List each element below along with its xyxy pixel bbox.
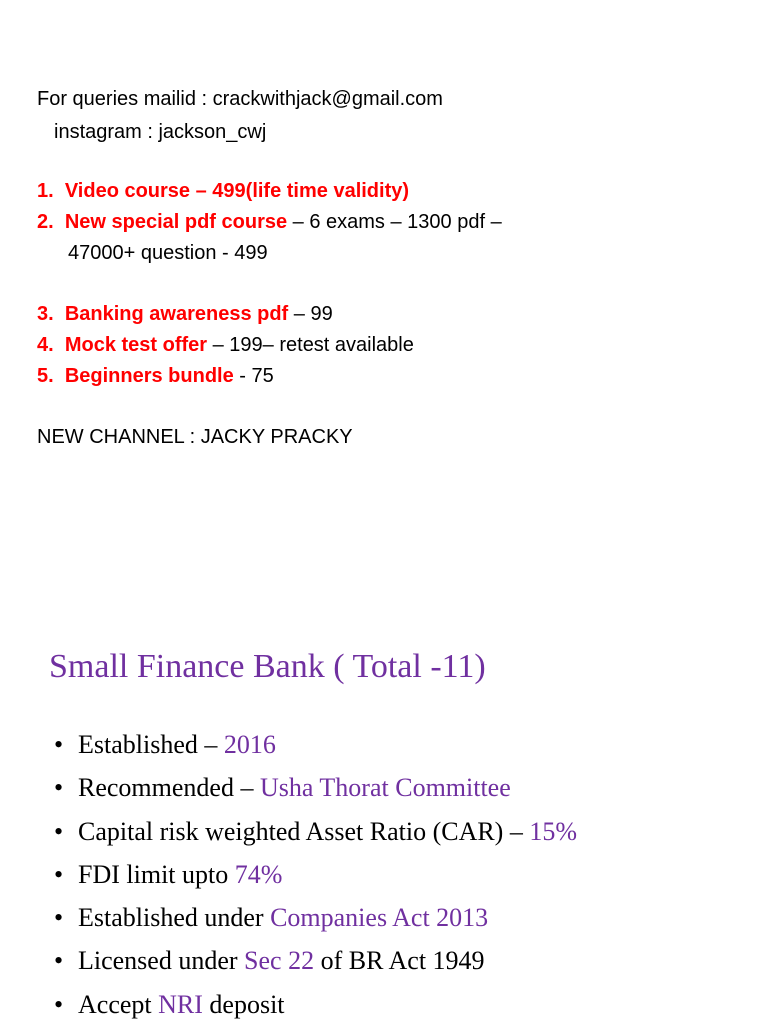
fact-suffix: of BR Act 1949 bbox=[314, 946, 485, 976]
fact-highlight: Sec 22 bbox=[244, 946, 315, 976]
fact-highlight: NRI bbox=[158, 989, 203, 1019]
offer-item-5 bbox=[37, 366, 274, 386]
fact-item bbox=[48, 817, 577, 860]
fact-text: FDI limit upto bbox=[78, 859, 235, 889]
fact-item bbox=[48, 990, 577, 1024]
offer-item-4 bbox=[37, 335, 414, 355]
offer-details: – 199– retest available bbox=[207, 334, 414, 356]
contact-mail-line: For queries mailid : crackwithjack@gmail.com bbox=[37, 88, 443, 110]
offer-number: 5. bbox=[37, 365, 54, 387]
new-channel-line: NEW CHANNEL : JACKY PRACKY bbox=[37, 426, 353, 448]
offer-details: - 75 bbox=[233, 365, 274, 387]
fact-highlight: 15% bbox=[529, 816, 578, 846]
offer-details: – 6 exams – 1300 pdf – bbox=[287, 211, 502, 233]
fact-item bbox=[48, 946, 577, 989]
offer-item-1 bbox=[37, 181, 409, 201]
fact-text: Licensed under bbox=[78, 946, 245, 976]
fact-highlight: 74% bbox=[234, 859, 283, 889]
fact-item bbox=[48, 773, 577, 816]
small-finance-bank-slide bbox=[0, 600, 768, 1024]
offer-item-3 bbox=[37, 304, 333, 324]
slide-title: Small Finance Bank ( Total -11) bbox=[49, 648, 486, 685]
contact-instagram-line: instagram : jackson_cwj bbox=[54, 121, 267, 143]
fact-list bbox=[48, 730, 577, 1024]
fact-suffix: deposit bbox=[202, 989, 285, 1019]
fact-highlight: Usha Thorat Committee bbox=[259, 773, 511, 803]
offer-number: 1. bbox=[37, 180, 54, 202]
offer-number: 2. bbox=[37, 211, 54, 233]
offer-title: Video course – 499(life time validity) bbox=[64, 180, 410, 202]
offer-number: 3. bbox=[37, 303, 54, 325]
fact-item bbox=[48, 860, 577, 903]
fact-item bbox=[48, 730, 577, 773]
fact-text: Accept bbox=[78, 989, 159, 1019]
offer-item-2 bbox=[37, 212, 502, 232]
fact-item bbox=[48, 903, 577, 946]
offer-details: – 99 bbox=[288, 303, 333, 325]
fact-text: Recommended – bbox=[78, 773, 260, 803]
fact-text: Established – bbox=[78, 730, 224, 759]
fact-text: Capital risk weighted Asset Ratio (CAR) – bbox=[78, 816, 530, 846]
offer-number: 4. bbox=[37, 334, 54, 356]
offer-title: New special pdf course bbox=[64, 211, 288, 233]
offer-title: Mock test offer bbox=[64, 334, 208, 356]
fact-text: Established under bbox=[78, 903, 271, 933]
fact-highlight: 2016 bbox=[223, 730, 276, 759]
offer-title: Beginners bundle bbox=[64, 365, 234, 387]
offer-title: Banking awareness pdf bbox=[64, 303, 289, 325]
offer-item-2-continuation: 47000+ question - 499 bbox=[68, 242, 268, 264]
fact-highlight: Companies Act 2013 bbox=[270, 903, 489, 933]
